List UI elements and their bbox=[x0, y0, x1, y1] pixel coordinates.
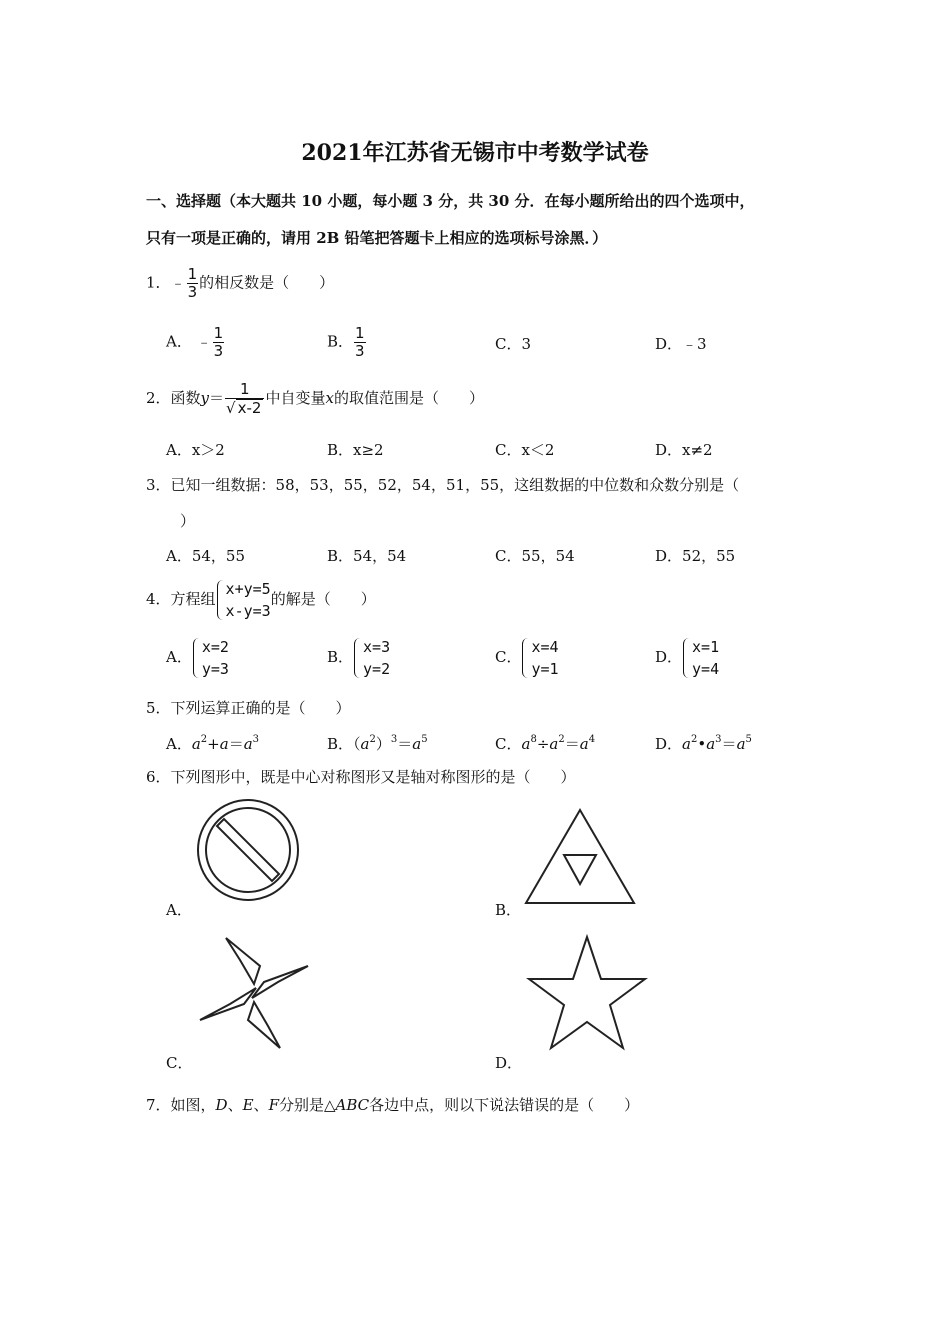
equation-system: x+y=5 x-y=3 bbox=[216, 578, 271, 622]
q6-option-d[interactable]: D． bbox=[495, 1054, 523, 1072]
q1-option-b[interactable]: B． $\frac{1}{3}$ bbox=[327, 324, 365, 360]
question-2: 2．函数y＝ $\frac{1}{√ x-2}$ 中自变量x的取值范围是（ ） bbox=[146, 380, 484, 417]
q6-option-b[interactable]: B． bbox=[495, 901, 522, 919]
q4-option-b[interactable]: B． x=3 y=2 bbox=[327, 638, 391, 678]
q5-option-d[interactable]: D．$a^2•a^3=a^5$ bbox=[655, 734, 752, 753]
q4-option-a[interactable]: A． x=2 y=3 bbox=[166, 638, 229, 678]
q6-option-a[interactable]: A． bbox=[166, 901, 192, 919]
q4-option-d[interactable]: D． x=1 y=4 bbox=[655, 638, 720, 678]
q2-option-a[interactable]: A．x＞2 bbox=[166, 441, 225, 459]
q5-option-b[interactable]: B．$(a^2)^3=a^5$ bbox=[327, 734, 428, 753]
q1-option-c[interactable]: C．3 bbox=[495, 335, 532, 353]
section-heading-line1: 一、选择题（本大题共 10 小题，每小题 3 分，共 30 分．在每小题所给出的四个选项中， bbox=[146, 192, 755, 210]
question-6: 6．下列图形中，既是中心对称图形又是轴对称图形的是（ ） bbox=[146, 768, 576, 786]
q1-option-d[interactable]: D．﹣3 bbox=[655, 335, 707, 353]
q3-option-b[interactable]: B．54，54 bbox=[327, 547, 407, 565]
q3-option-c[interactable]: C．55，54 bbox=[495, 547, 575, 565]
section-heading-line2: 只有一项是正确的，请用 2B 铅笔把答题卡上相应的选项标号涂黑．） bbox=[146, 229, 608, 247]
q2-option-b[interactable]: B．x≥2 bbox=[327, 441, 384, 459]
page-title: 2021年江苏省无锡市中考数学试卷 bbox=[301, 140, 649, 166]
q3-option-d[interactable]: D．52，55 bbox=[655, 547, 736, 565]
q2-option-c[interactable]: C．x＜2 bbox=[495, 441, 555, 459]
question-3-line1: 3．已知一组数据：58，53，55，52，54，51，55，这组数据的中位数和众数分别是（ bbox=[146, 476, 740, 494]
question-5: 5．下列运算正确的是（ ） bbox=[146, 699, 351, 717]
pinwheel-figure bbox=[196, 934, 312, 1052]
q5-option-c[interactable]: C．$a^8\div a^2=a^4$ bbox=[495, 734, 596, 753]
q6-option-c[interactable]: C． bbox=[166, 1054, 193, 1072]
question-1: 1．﹣ $\frac{1}{3}$ 的相反数是（ ） bbox=[146, 265, 335, 301]
q2-option-d[interactable]: D．x≠2 bbox=[655, 441, 713, 459]
question-4: 4．方程组 x+y=5 x-y=3 的解是（ ） bbox=[146, 580, 376, 620]
triangle-figure bbox=[524, 808, 636, 906]
q5-option-a[interactable]: A．$a^2+a=a^3$ bbox=[166, 734, 260, 753]
question-7: 7．如图，D、E、F分别是△ABC各边中点，则以下说法错误的是（ ） bbox=[146, 1096, 640, 1114]
q3-option-a[interactable]: A．54，55 bbox=[166, 547, 246, 565]
question-3-line2: ） bbox=[180, 512, 196, 530]
q4-option-c[interactable]: C． x=4 y=1 bbox=[495, 638, 559, 678]
q1-option-a[interactable]: A． ﹣ $\frac{1}{3}$ bbox=[166, 324, 224, 360]
star-figure bbox=[526, 934, 648, 1052]
fraction: $\frac{1}{3}$ bbox=[187, 265, 198, 301]
prohibition-sign-figure bbox=[196, 798, 300, 902]
